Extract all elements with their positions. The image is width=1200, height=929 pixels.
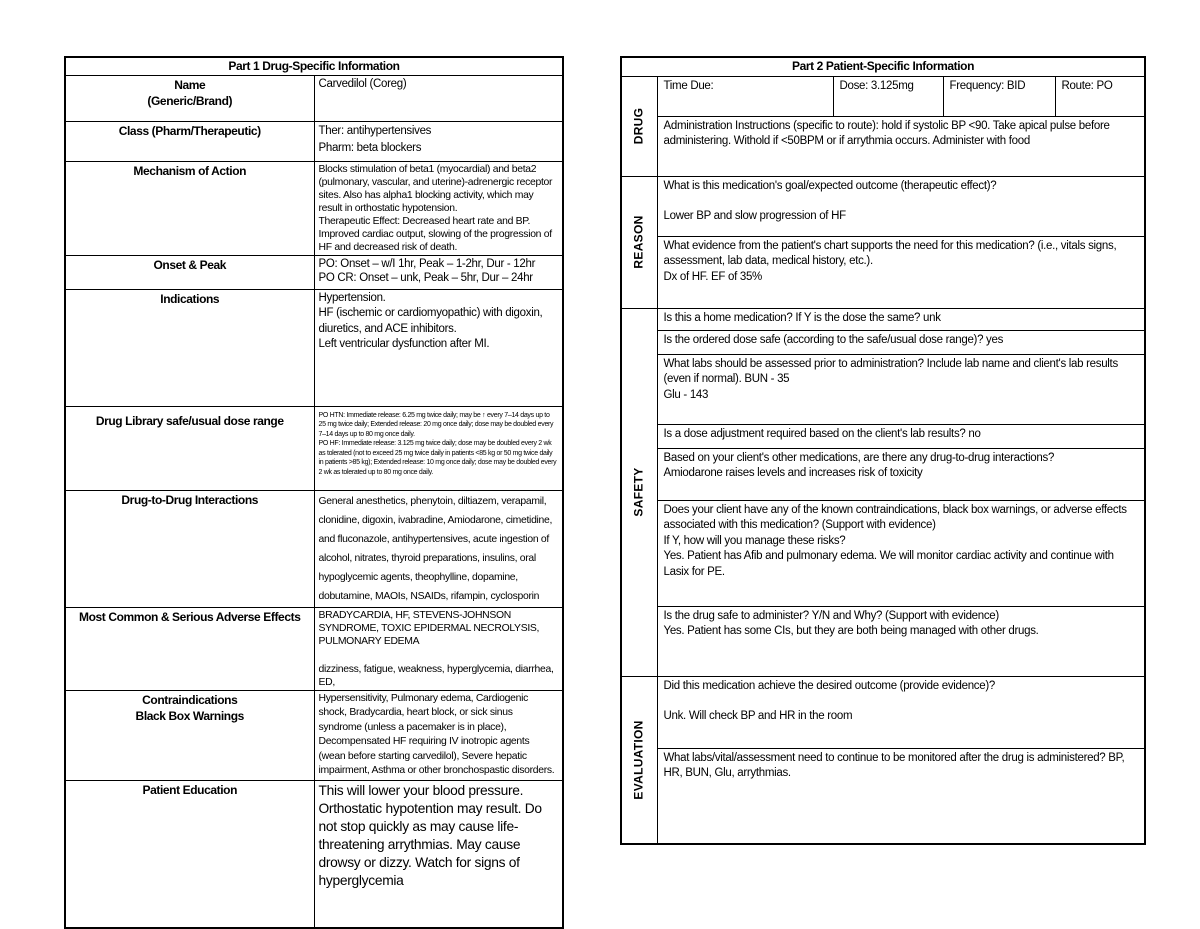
safe-to-administer-cell <box>657 606 1145 676</box>
name-value: Carvedilol (Coreg) <box>314 75 563 121</box>
adverse-effects-value <box>314 607 563 690</box>
labs-answer: Glu - 143 <box>663 388 709 401</box>
dose-range-label: Drug Library safe/usual dose range <box>65 406 314 490</box>
ddi-answer: Amiodarone raises levels and increases risk of toxicity <box>663 467 923 479</box>
indications-label: Indications <box>65 289 314 406</box>
labs-cell <box>657 354 1145 424</box>
part1-table <box>64 56 564 929</box>
contraindications-value: Hypersensitivity, Pulmonary edema, Cardiogenic shock, Bradycardia, heart block, or sick sinus syndrome (unless a pacemaker is in place), Decompensated HF requiring IV inotropic agents (wean before starting carvedilol), Severe hepatic impairment, Asthma or other bronchospastic disorders. <box>314 690 563 780</box>
reason-section <box>621 176 657 308</box>
route-field: Route: PO <box>1055 76 1145 116</box>
adverse-common: dizziness, fatigue, weakness, hyperglycemia, diarrhea, ED, <box>318 663 554 688</box>
part2-table <box>620 56 1146 845</box>
goal-question: What is this medication's goal/expected outcome (therapeutic effect)? <box>663 179 997 192</box>
contraindications-cell <box>657 500 1145 606</box>
adverse-serious: BRADYCARDIA, HF, STEVENS-JOHNSON SYNDROME, TOXIC EPIDERMAL NECROLYSIS, PULMONARY EDEMA <box>318 609 540 647</box>
name-label: Name (Generic/Brand) <box>65 75 314 121</box>
labs-question: What labs should be assessed prior to administration? Include lab name and client's lab results (even if normal). BUN - 35 <box>663 357 1118 385</box>
dose-safe: Is the ordered dose safe (according to the safe/usual dose range)? yes <box>657 330 1145 354</box>
dose-range-value: PO HTN: Immediate release: 6.25 mg twice daily; may be ↑ every 7–14 days up to 25 mg twice daily; Extended release: 20 mg once daily; dose may be doubled every 7–14 days up to 80 mg once daily. PO HF: Immediate release: 3.125 mg twice daily; dose may be doubled every 2 wk as tolerated (not to exceed 25 mg twice daily in patients <85 kg or 50 mg twice daily in patients >85 kg); Extended release: 10 mg once daily; dose may be doubled every 2 wk as tolerated up to 80 mg once daily. <box>314 406 563 490</box>
mechanism-value: Blocks stimulation of beta1 (myocardial) and beta2 (pulmonary, vascular, and uterine)-adrenergic receptor sites. Also has alpha1 blocking activity, which may result in orthostatic hypotension. Therapeutic Effect: Decreased heart rate and BP. Improved cardiac output, slowing of the progression of HF and decreased risk of death. <box>314 161 563 255</box>
education-value: This will lower your blood pressure. Orthostatic hypotention may result. Do not stop quickly as may cause life-threatening arrythmias. May cause drowsy or dizzy. Watch for signs of hyperglycemia <box>314 780 563 928</box>
contraindications-label: Contraindications Black Box Warnings <box>65 690 314 780</box>
admin-instructions: Administration Instructions (specific to route): hold if systolic BP <90. Take apical pulse before administering. Withold if <50BPM or if arrythmia occurs. Administer with food <box>657 116 1145 176</box>
contra-question-2: If Y, how will you manage these risks? <box>663 534 846 547</box>
safe-answer: Yes. Patient has some CIs, but they are both being managed with other drugs. <box>663 625 1039 637</box>
evaluation-section <box>621 676 657 844</box>
onset-label: Onset & Peak <box>65 255 314 289</box>
ddi-question: Based on your client's other medications, are there any drug-to-drug interactions? <box>663 451 1055 464</box>
drug-section <box>621 76 657 176</box>
drug-section-label: DRUG <box>631 107 646 145</box>
contra-question: Does your client have any of the known contraindications, black box warnings, or adverse effects associated with this medication? (Support with evidence) <box>663 503 1127 531</box>
safety-section-label: SAFETY <box>631 467 646 517</box>
evidence-answer: Dx of HF. EF of 35% <box>663 270 762 283</box>
outcome-cell <box>657 676 1145 748</box>
evidence-cell <box>657 236 1145 308</box>
time-due: Time Due: <box>657 76 833 116</box>
safety-section <box>621 308 657 676</box>
education-label: Patient Education <box>65 780 314 928</box>
monitoring-cell: What labs/vital/assessment need to continue to be monitored after the drug is administered? BP, HR, BUN, Glu, arrythmias. <box>657 748 1145 844</box>
home-medication: Is this a home medication? If Y is the dose the same? unk <box>657 308 1145 330</box>
outcome-answer: Unk. Will check BP and HR in the room <box>663 710 853 722</box>
adverse-effects-label: Most Common & Serious Adverse Effects <box>65 607 314 690</box>
indications-value: Hypertension. HF (ischemic or cardiomyopathic) with digoxin, diuretics, and ACE inhibitors. Left ventricular dysfunction after MI. <box>314 289 563 406</box>
safe-question: Is the drug safe to administer? Y/N and Why? (Support with evidence) <box>663 609 999 622</box>
onset-value: PO: Onset – w/I 1hr, Peak – 1-2hr, Dur - 12hr PO CR: Onset – unk, Peak – 5hr, Dur – 24hr <box>314 255 563 289</box>
outcome-question: Did this medication achieve the desired outcome (provide evidence)? <box>663 679 995 692</box>
drug-interactions-cell <box>657 448 1145 500</box>
interactions-label: Drug-to-Drug Interactions <box>65 490 314 607</box>
mechanism-label: Mechanism of Action <box>65 161 314 255</box>
dose-adjustment: Is a dose adjustment required based on the client's lab results? no <box>657 424 1145 448</box>
frequency-field: Frequency: BID <box>943 76 1055 116</box>
reason-section-label: REASON <box>631 215 646 269</box>
part1-title: Part 1 Drug-Specific Information <box>65 57 563 75</box>
class-value: Ther: antihypertensives Pharm: beta blockers <box>314 121 563 161</box>
goal-cell <box>657 176 1145 236</box>
evidence-question: What evidence from the patient's chart supports the need for this medication? (i.e., vitals signs, assessment, lab data, medical history, etc.). <box>663 239 1117 267</box>
dose-field: Dose: 3.125mg <box>833 76 943 116</box>
interactions-value: General anesthetics, phenytoin, diltiazem, verapamil, clonidine, digoxin, ivabradine, Amiodarone, cimetidine, and fluconazole, antihypertensives, acute ingestion of alcohol, nitrates, thyroid preparations, insulins, oral hypoglycemic agents, theophylline, dopamine, dobutamine, MAOIs, NSAIDs, rifampin, cyclosporin <box>314 490 563 607</box>
goal-answer: Lower BP and slow progression of HF <box>663 210 846 222</box>
contra-answer: Yes. Patient has Afib and pulmonary edema. We will monitor cardiac activity and continue with Lasix for PE. <box>663 550 1114 578</box>
class-label: Class (Pharm/Therapeutic) <box>65 121 314 161</box>
part2-title: Part 2 Patient-Specific Information <box>621 57 1145 76</box>
evaluation-section-label: EVALUATION <box>631 720 646 800</box>
